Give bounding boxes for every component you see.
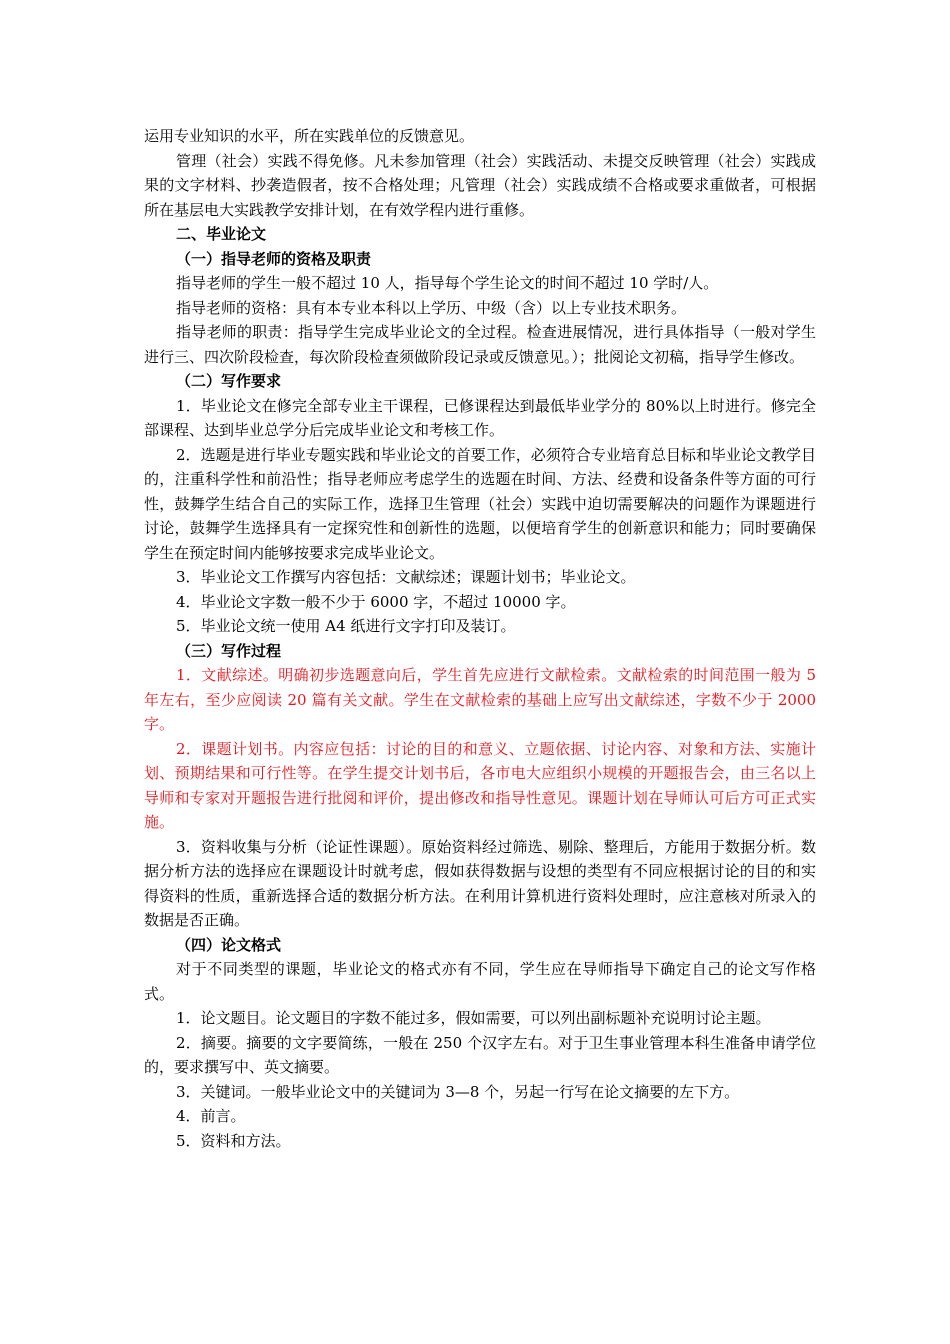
- paragraph: 管理（社会）实践不得免修。凡未参加管理（社会）实践活动、未提交反映管理（社会）实践成果的文字材料、抄袭造假者，按不合格处理；凡管理（社会）实践成绩不合格或要求重做者，可根据所在基层电大实践教学安排计划，在有效学程内进行重修。: [144, 151, 816, 219]
- paragraph: 3．关键词。一般毕业论文中的关键词为 3—8 个，另起一行写在论文摘要的左下方。: [176, 1082, 740, 1101]
- paragraph: 4．前言。: [176, 1107, 246, 1125]
- paragraph: 指导老师的职责：指导学生完成毕业论文的全过程。检查进展情况，进行具体指导（一般对学生进行三、四次阶段检查，每次阶段检查须做阶段记录或反馈意见。）；批阅论文初稿，指导学生修改。: [144, 323, 816, 366]
- paragraph: 5．资料和方法。: [176, 1131, 291, 1150]
- paragraph: 1．论文题目。论文题目的字数不能过多，假如需要，可以列出副标题补充说明讨论主题。: [176, 1009, 771, 1027]
- highlighted-paragraph: 2．课题计划书。内容应包括：讨论的目的和意义、立题依据、讨论内容、对象和方法、实施计划、预期结果和可行性等。在学生提交计划书后，各市电大应组织小规模的开题报告会，由三名以上导师和专家对开题报告进行批阅和评价，提出修改和指导性意见。课题计划在导师认可后方可正式实施。: [144, 739, 816, 831]
- section-heading: 二、毕业论文: [176, 225, 267, 243]
- paragraph: 1．毕业论文在修完全部专业主干课程，已修课程达到最低毕业学分的 80%以上时进行。修完全部课程、达到毕业总学分后完成毕业论文和考核工作。: [144, 396, 816, 439]
- subsection-heading: （二）写作要求: [176, 372, 282, 390]
- highlighted-paragraph: 1．文献综述。明确初步选题意向后，学生首先应进行文献检索。文献检索的时间范围一般为 5 年左右，至少应阅读 20 篇有关文献。学生在文献检索的基础上应写出文献综述，字数不少于 2000 字。: [144, 666, 816, 733]
- paragraph: 指导老师的学生一般不超过 10 人，指导每个学生论文的时间不超过 10 学时/人。: [176, 274, 719, 292]
- paragraph: 3．资料收集与分析（论证性课题）。原始资料经过筛选、剔除、整理后，方能用于数据分析。数据分析方法的选择应在课题设计时就考虑，假如获得数据与设想的类型有不同应根据讨论的目的和实得资料的性质，重新选择合适的数据分析方法。在利用计算机进行资料处理时，应注意核对所录入的数据是否正确。: [144, 837, 816, 929]
- subsection-heading: （三）写作过程: [176, 641, 282, 660]
- paragraph: 2．摘要。摘要的文字要简练，一般在 250 个汉字左右。对于卫生事业管理本科生准备申请学位的，要求撰写中、英文摘要。: [144, 1033, 816, 1076]
- subsection-heading: （一）指导老师的资格及职责: [176, 249, 372, 268]
- subsection-heading: （四）论文格式: [176, 935, 282, 954]
- paragraph: 对于不同类型的课题，毕业论文的格式亦有不同，学生应在导师指导下确定自己的论文写作格式。: [144, 960, 816, 1003]
- paragraph: 2．选题是进行毕业专题实践和毕业论文的首要工作，必须符合专业培育总目标和毕业论文教学目的，注重科学性和前沿性；指导老师应考虑学生的选题在时间、方法、经费和设备条件等方面的可行性，鼓舞学生结合自己的实际工作，选择卫生管理（社会）实践中迫切需要解决的问题作为课题进行讨论，鼓舞学生选择具有一定探究性和创新性的选题，以便培育学生的创新意识和能力；同时要确保学生在预定时间内能够按要求完成毕业论文。: [144, 445, 816, 562]
- document-page: [144, 124, 816, 1153]
- paragraph: 指导老师的资格：具有本专业本科以上学历、中级（含）以上专业技术职务。: [176, 298, 687, 317]
- paragraph: 3．毕业论文工作撰写内容包括：文献综述；课题计划书；毕业论文。: [176, 568, 636, 586]
- paragraph: 运用专业知识的水平，所在实践单位的反馈意见。: [144, 127, 475, 145]
- paragraph: 4．毕业论文字数一般不少于 6000 字，不超过 10000 字。: [176, 592, 576, 611]
- paragraph: 5．毕业论文统一使用 A4 纸进行文字打印及装订。: [176, 617, 516, 635]
